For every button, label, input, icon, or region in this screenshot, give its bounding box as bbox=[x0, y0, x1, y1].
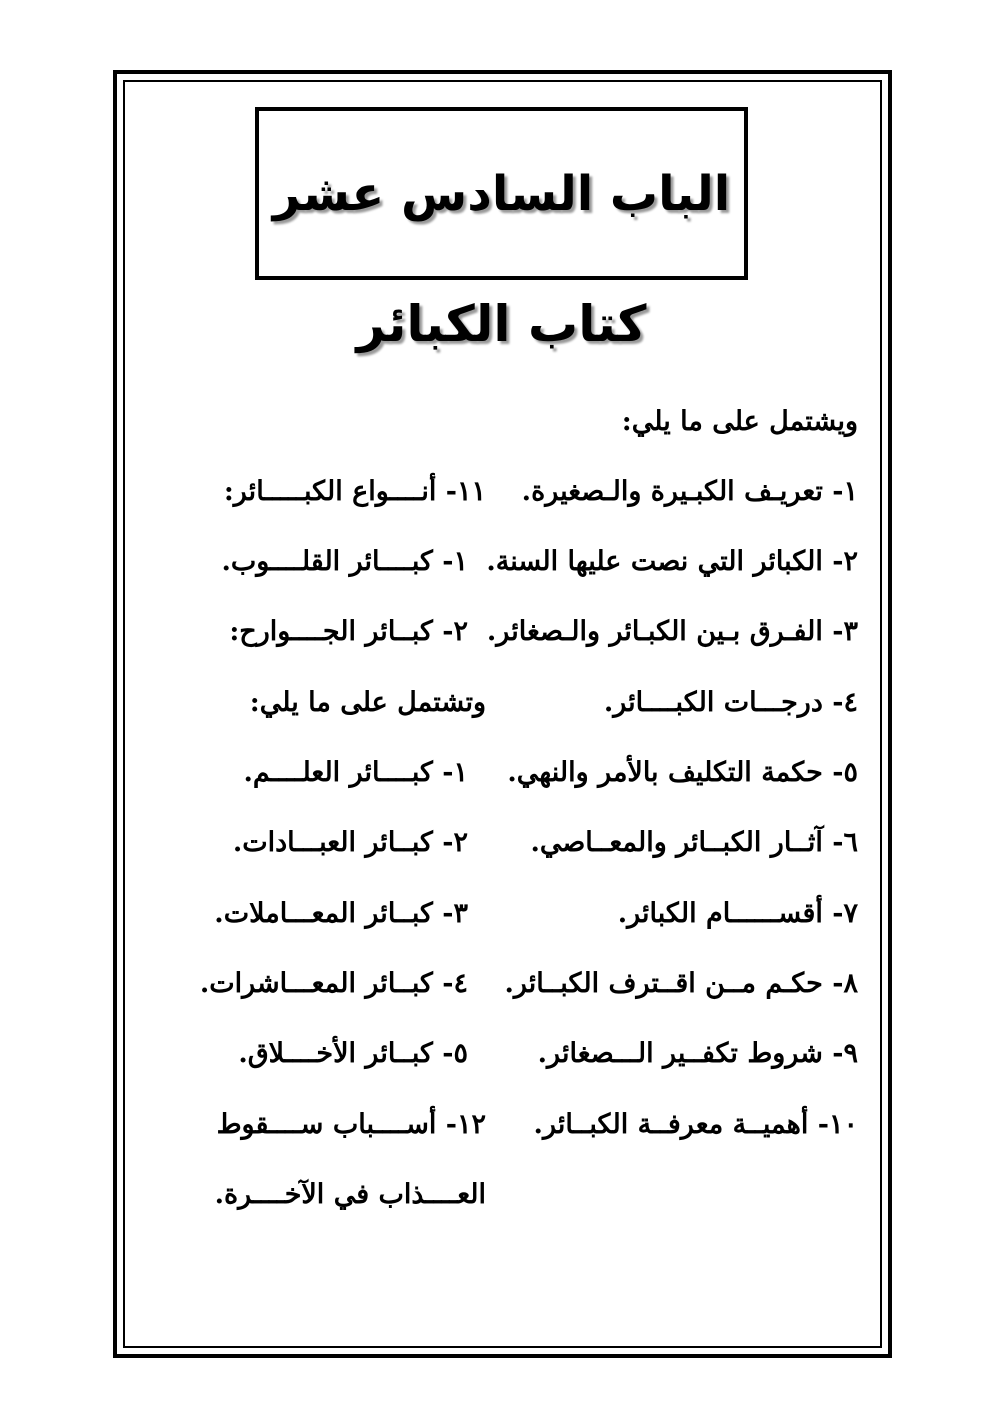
toc-item-7: ٧- أقســــــام الكبائر. bbox=[617, 898, 858, 929]
toc-item-1: ١- تعريـف الكبـيرة والـصغيرة. bbox=[521, 476, 858, 507]
toc-subitem-limbs: ٢- كبــائر الجــــوارح: bbox=[229, 616, 468, 647]
chapter-heading-box bbox=[256, 108, 747, 279]
toc-item-12: ١٢- أســــباب ســــقوط bbox=[216, 1109, 486, 1140]
toc-item-5: ٥- حكمة التكليف بالأمر والنهي. bbox=[507, 757, 858, 788]
toc-item-11: ١١- أنــــواع الكبـــــائر: bbox=[223, 476, 486, 507]
toc-item-8: ٨- حكـم مــن اقــترف الكبــائر. bbox=[504, 968, 858, 999]
toc-item-10: ١٠- أهميــة معرفــة الكبــائر. bbox=[533, 1109, 858, 1140]
toc-item-2: ٢- الكبائر التي نصت عليها السنة. bbox=[486, 546, 858, 577]
toc-subintro: وتشتمل على ما يلي: bbox=[249, 687, 486, 718]
toc-subitem-knowledge: ١- كبــــائر العلــــم. bbox=[243, 757, 468, 788]
book-heading: كتاب الكبائر bbox=[356, 295, 647, 353]
chapter-heading: الباب السادس عشر bbox=[272, 165, 731, 222]
toc-subitem-morals: ٥- كبــائر الأخــــلاق. bbox=[238, 1038, 468, 1069]
intro-text: ويشتمل على ما يلي: bbox=[621, 406, 858, 437]
toc-item-3: ٣- الفـرق بـين الكبـائر والـصغائر. bbox=[486, 616, 858, 647]
toc-subitem-heart: ١- كبــــائر القلــــوب. bbox=[221, 546, 468, 577]
toc-subitem-transactions: ٣- كبــائر المعـــاملات. bbox=[214, 898, 468, 929]
toc-item-12-continued: العــــذاب في الآخــــرة. bbox=[214, 1179, 486, 1210]
toc-subitem-relations: ٤- كبــائر المعـــاشرات. bbox=[199, 968, 468, 999]
toc-item-6: ٦- آثــار الكبــائر والمعــاصي. bbox=[530, 827, 858, 858]
toc-item-4: ٤- درجـــات الكبــــائر. bbox=[603, 687, 858, 718]
toc-item-9: ٩- شروط تكفــير الـــصغائر. bbox=[537, 1038, 858, 1069]
toc-subitem-worship: ٢- كبــائر العبـــادات. bbox=[232, 827, 468, 858]
